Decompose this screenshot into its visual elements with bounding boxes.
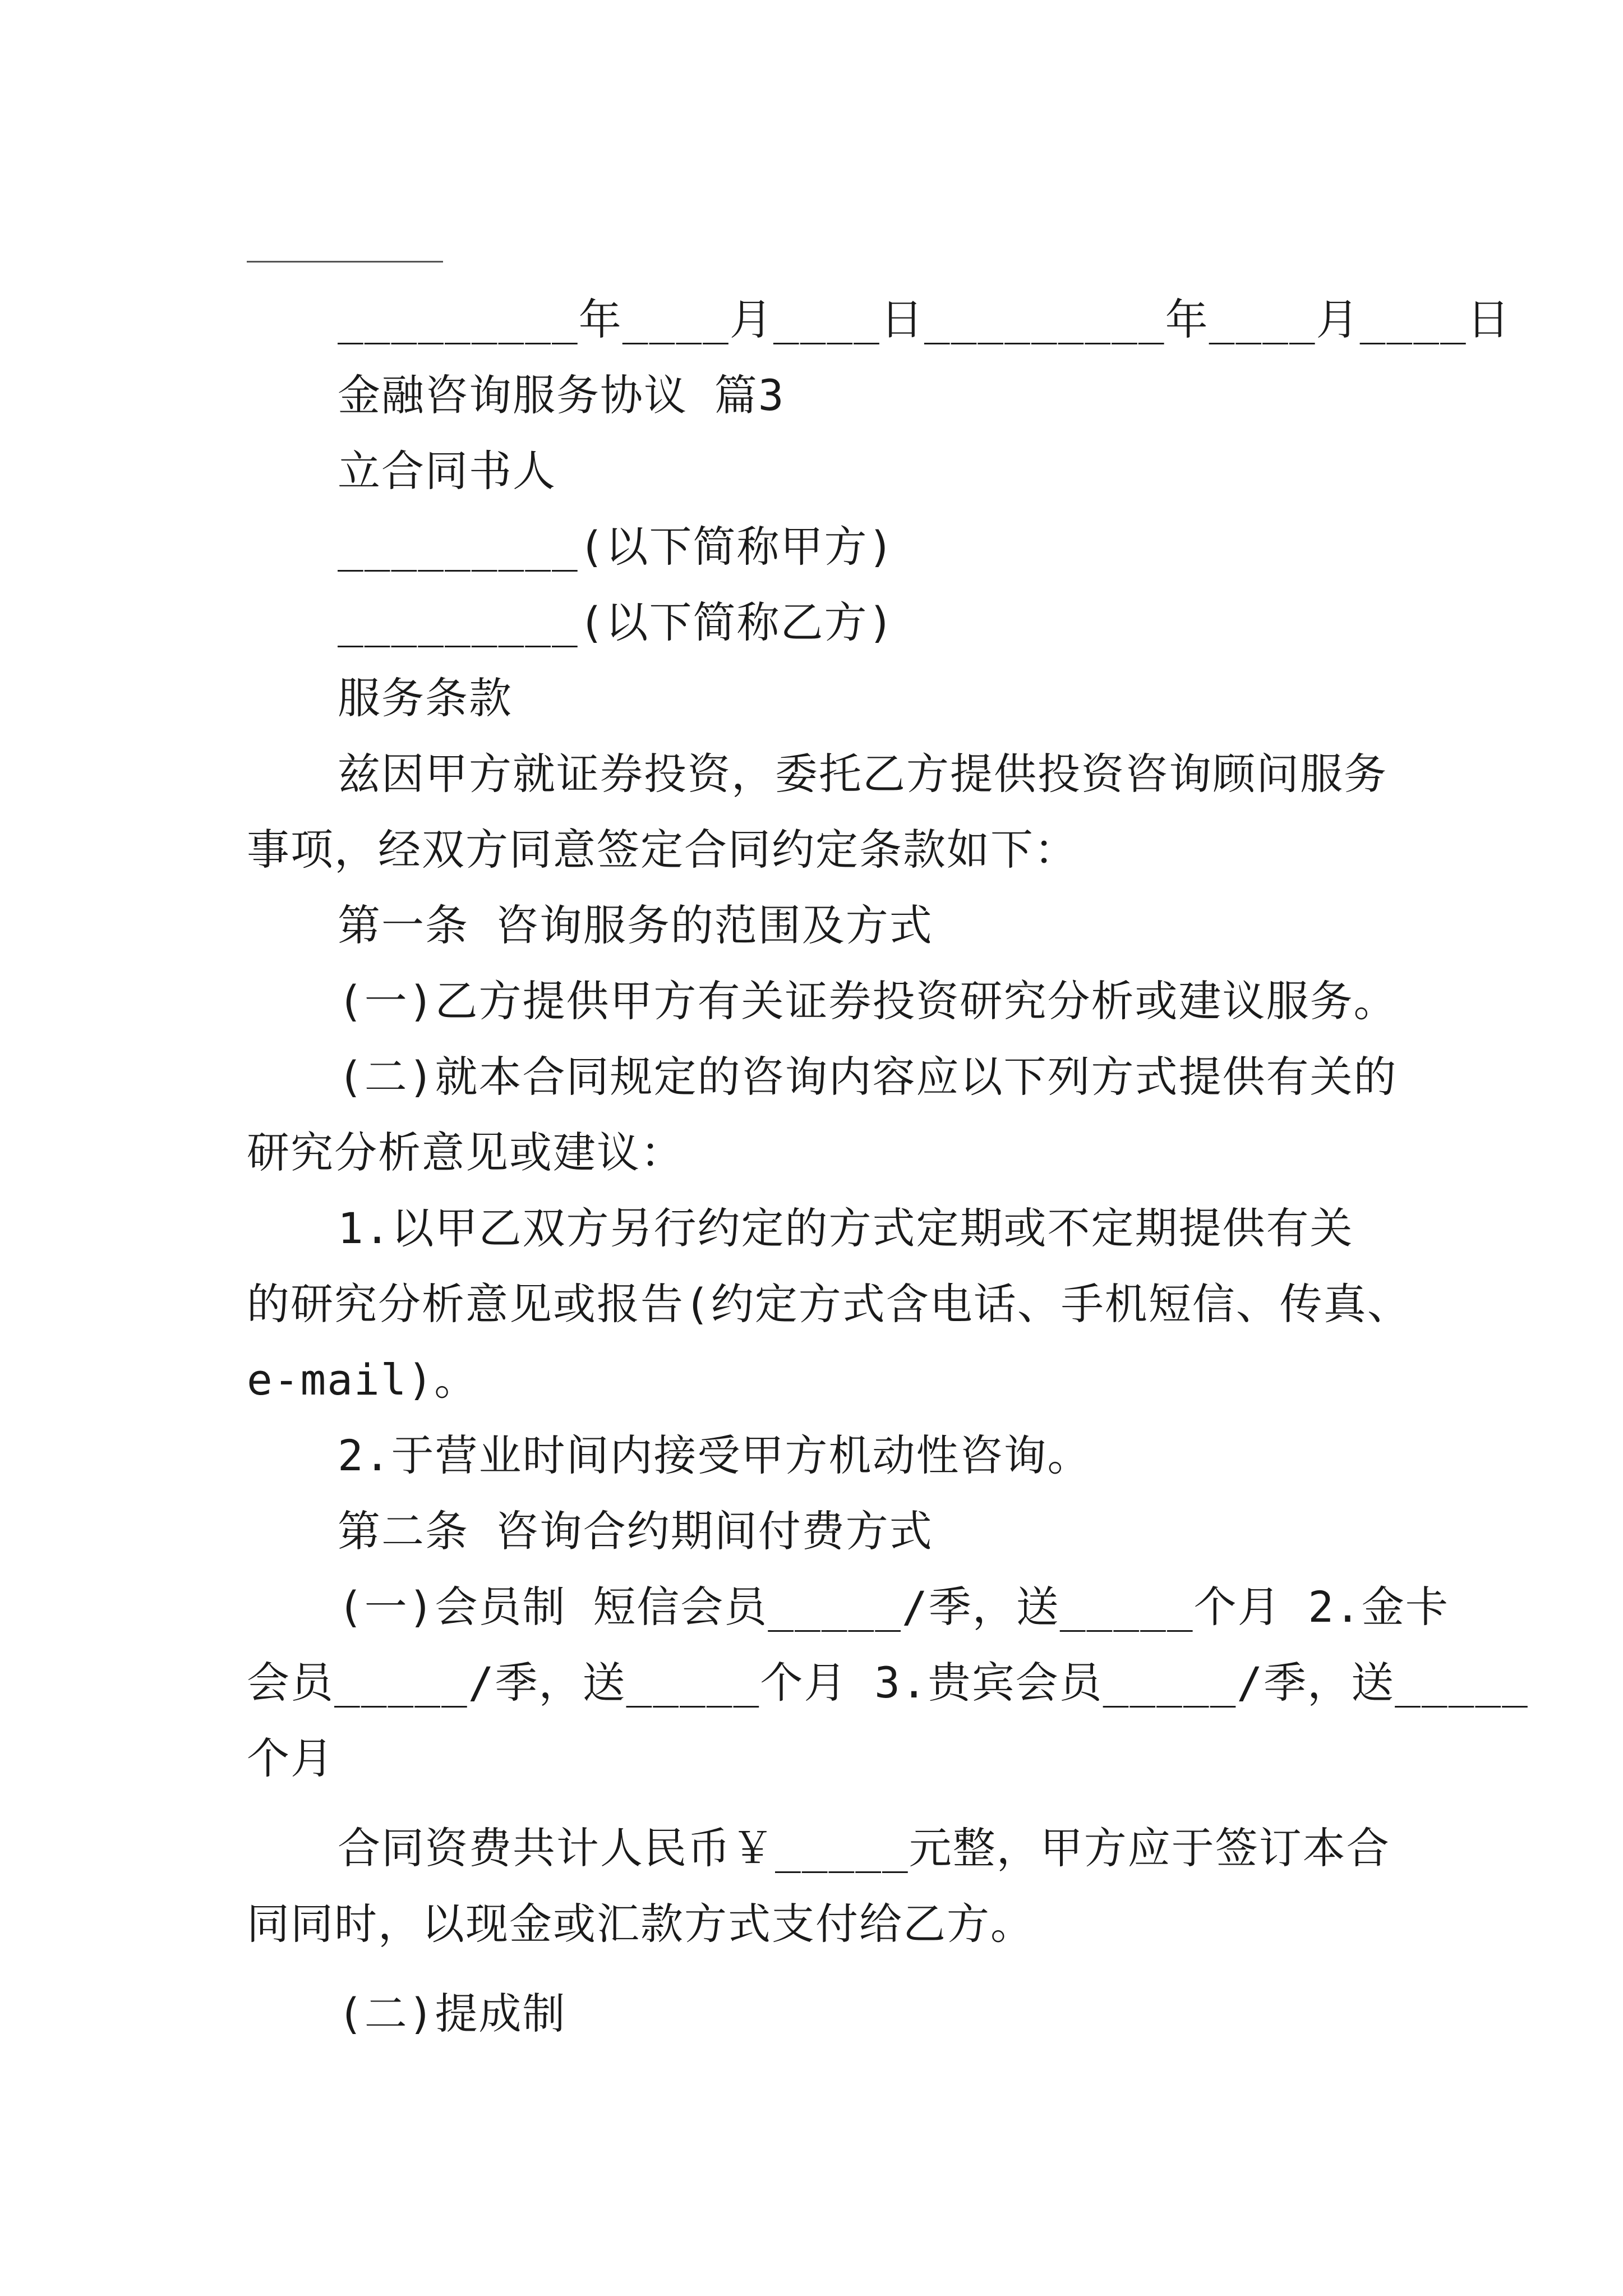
section-title: 金融咨询服务协议 篇3 [338, 370, 785, 420]
paragraph-line: 1.以甲乙双方另行约定的方式定期或不定期提供有关 [338, 1203, 1354, 1253]
paragraph-line: (一)会员制 短信会员_____/季，送_____个月 2.金卡 [338, 1582, 1449, 1632]
paragraph-line: (二)提成制 [338, 1989, 566, 2039]
paragraph-line: 事项，经双方同意签定合同约定条款如下： [247, 825, 1078, 875]
article-heading: 第一条 咨询服务的范围及方式 [338, 900, 933, 950]
party-b-line: _________(以下简称乙方) [338, 597, 895, 647]
party-a-line: _________(以下简称甲方) [338, 522, 895, 572]
paragraph-line: 2.于营业时间内接受甲方机动性咨询。 [338, 1430, 1091, 1480]
paragraph-line: 合同资费共计人民币￥_____元整，甲方应于签订本合 [338, 1823, 1390, 1873]
service-terms-heading: 服务条款 [338, 673, 513, 723]
top-divider [247, 261, 443, 263]
paragraph-line: 同同时，以现金或汇款方式支付给乙方。 [247, 1899, 1034, 1949]
article-heading: 第二条 咨询合约期间付费方式 [338, 1506, 933, 1556]
paragraph-line: 兹因甲方就证券投资，委托乙方提供投资咨询顾问服务 [338, 749, 1387, 799]
paragraph-line: 研究分析意见或建议： [247, 1128, 684, 1177]
paragraph-line: 个月 [247, 1733, 334, 1783]
contract-parties-heading: 立合同书人 [338, 446, 556, 496]
paragraph-line: e-mail)。 [247, 1355, 478, 1405]
paragraph-line: 会员_____/季，送_____个月 3.贵宾会员_____/季，送_____ [247, 1658, 1529, 1708]
paragraph-line: (二)就本合同规定的咨询内容应以下列方式提供有关的 [338, 1052, 1398, 1102]
signature-date-line: _________年____月____日_________年____月____日 [338, 295, 1511, 344]
paragraph-line: (一)乙方提供甲方有关证券投资研究分析或建议服务。 [338, 976, 1398, 1026]
paragraph-line: 的研究分析意见或报告(约定方式含电话、手机短信、传真、 [247, 1279, 1411, 1329]
